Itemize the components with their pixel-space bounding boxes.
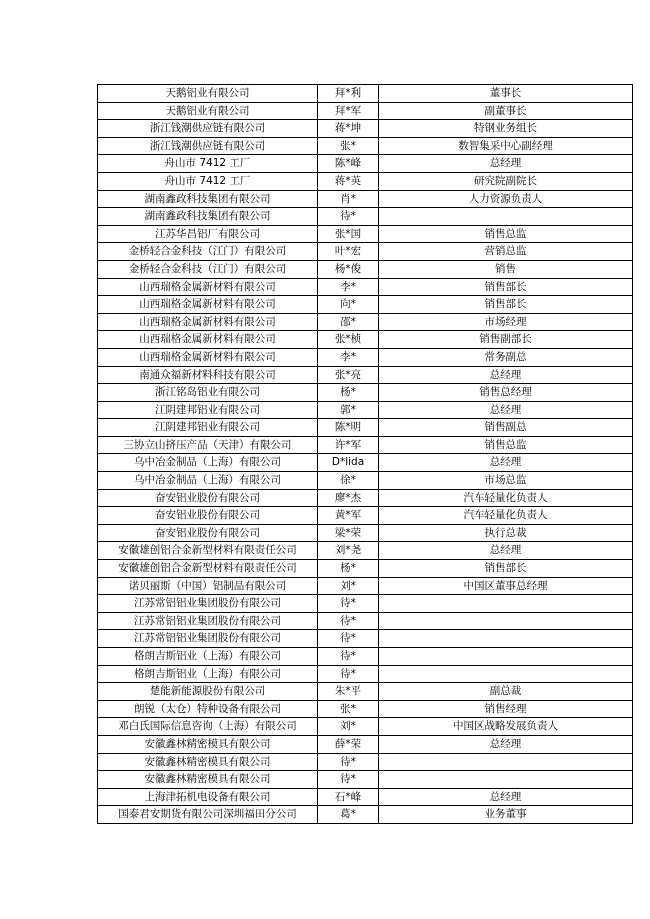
- cell-title: 销售部长: [379, 560, 633, 578]
- cell-company: 诺贝丽斯（中国）铝制品有限公司: [98, 577, 318, 595]
- table-row: [98, 700, 633, 718]
- cell-name: 李*: [318, 348, 379, 366]
- table-row: [98, 524, 633, 542]
- cell-title: 中国区战略发展负责人: [379, 718, 633, 736]
- cell-company: 天鹅铝业有限公司: [98, 85, 318, 103]
- cell-name: 拜*军: [318, 102, 379, 120]
- cell-name: 陈*峰: [318, 155, 379, 173]
- cell-name: 刘*: [318, 718, 379, 736]
- table-row: [98, 683, 633, 701]
- cell-title: [379, 665, 633, 683]
- cell-name: 许*军: [318, 436, 379, 454]
- table-row: [98, 665, 633, 683]
- cell-title: 销售部长: [379, 278, 633, 296]
- cell-title: 总经理: [379, 366, 633, 384]
- table-row: [98, 507, 633, 525]
- cell-company: 格朗吉斯铝业（上海）有限公司: [98, 648, 318, 666]
- table-row: [98, 648, 633, 666]
- cell-company: 南通众福新材料科技有限公司: [98, 366, 318, 384]
- cell-title: 执行总裁: [379, 524, 633, 542]
- cell-title: 市场经理: [379, 313, 633, 331]
- cell-title: 副总裁: [379, 683, 633, 701]
- cell-name: 待*: [318, 648, 379, 666]
- table-row: [98, 788, 633, 806]
- cell-title: [379, 630, 633, 648]
- cell-title: 总经理: [379, 735, 633, 753]
- table-row: [98, 120, 633, 138]
- cell-name: 朱*平: [318, 683, 379, 701]
- cell-company: 山西瑞格金属新材料有限公司: [98, 296, 318, 314]
- cell-company: 舟山市 7412 工厂: [98, 172, 318, 190]
- table-row: [98, 85, 633, 103]
- cell-company: 格朗吉斯铝业（上海）有限公司: [98, 665, 318, 683]
- cell-company: 安徽鑫林精密模具有限公司: [98, 753, 318, 771]
- cell-name: 郭*: [318, 401, 379, 419]
- cell-company: 湖南鑫政科技集团有限公司: [98, 208, 318, 226]
- cell-name: 蒋*英: [318, 172, 379, 190]
- cell-name: 张*亮: [318, 366, 379, 384]
- cell-name: 待*: [318, 612, 379, 630]
- cell-title: 研究院副院长: [379, 172, 633, 190]
- cell-name: 杨*: [318, 560, 379, 578]
- cell-title: 总经理: [379, 401, 633, 419]
- cell-company: 山西瑞格金属新材料有限公司: [98, 348, 318, 366]
- cell-company: 江苏常铝铝业集团股份有限公司: [98, 612, 318, 630]
- cell-name: 杨*: [318, 384, 379, 402]
- cell-title: [379, 595, 633, 613]
- cell-company: 乌中冶金制品（上海）有限公司: [98, 472, 318, 490]
- cell-company: 浙江钱潮供应链有限公司: [98, 120, 318, 138]
- table-row: [98, 718, 633, 736]
- cell-company: 江苏华昌铝厂有限公司: [98, 225, 318, 243]
- cell-company: 奋安铝业股份有限公司: [98, 507, 318, 525]
- table-row: [98, 542, 633, 560]
- table-row: [98, 278, 633, 296]
- cell-company: 乌中冶金制品（上海）有限公司: [98, 454, 318, 472]
- cell-name: 李*: [318, 278, 379, 296]
- cell-name: 张*: [318, 700, 379, 718]
- cell-name: 陈*明: [318, 419, 379, 437]
- table-row: [98, 260, 633, 278]
- cell-name: 黄*军: [318, 507, 379, 525]
- cell-company: 舟山市 7412 工厂: [98, 155, 318, 173]
- table-row: [98, 172, 633, 190]
- table-row: [98, 595, 633, 613]
- cell-title: 销售总经理: [379, 384, 633, 402]
- table-row: [98, 489, 633, 507]
- cell-company: 奋安铝业股份有限公司: [98, 524, 318, 542]
- cell-name: 待*: [318, 630, 379, 648]
- cell-title: 业务董事: [379, 806, 633, 824]
- cell-company: 江阴建邦铝业有限公司: [98, 419, 318, 437]
- cell-title: 销售总监: [379, 436, 633, 454]
- table-row: [98, 436, 633, 454]
- cell-company: 浙江钱潮供应链有限公司: [98, 137, 318, 155]
- attendee-table-body: [98, 85, 633, 824]
- cell-company: 天鹅铝业有限公司: [98, 102, 318, 120]
- table-row: [98, 313, 633, 331]
- cell-company: 国泰君安期货有限公司深圳福田分公司: [98, 806, 318, 824]
- table-row: [98, 577, 633, 595]
- table-row: [98, 137, 633, 155]
- cell-title: 市场总监: [379, 472, 633, 490]
- cell-name: 刘*: [318, 577, 379, 595]
- table-row: [98, 753, 633, 771]
- table-row: [98, 735, 633, 753]
- cell-name: 待*: [318, 665, 379, 683]
- cell-company: 朗锐（太仓）特种设备有限公司: [98, 700, 318, 718]
- cell-name: 肖*: [318, 190, 379, 208]
- cell-name: 廖*杰: [318, 489, 379, 507]
- cell-name: 葛*: [318, 806, 379, 824]
- cell-title: 常务副总: [379, 348, 633, 366]
- cell-name: 张*国: [318, 225, 379, 243]
- cell-name: D*lida: [318, 454, 379, 472]
- table-row: [98, 331, 633, 349]
- cell-title: 销售副总: [379, 419, 633, 437]
- table-row: [98, 454, 633, 472]
- cell-company: 安徽雄创铝合金新型材料有限责任公司: [98, 542, 318, 560]
- table-row: [98, 243, 633, 261]
- cell-title: 总经理: [379, 155, 633, 173]
- cell-name: 张*: [318, 137, 379, 155]
- cell-title: 销售部长: [379, 296, 633, 314]
- cell-title: 总经理: [379, 788, 633, 806]
- cell-title: 汽车轻量化负责人: [379, 507, 633, 525]
- cell-title: 销售: [379, 260, 633, 278]
- cell-company: 邓白氏国际信息咨询（上海）有限公司: [98, 718, 318, 736]
- cell-name: 拜*利: [318, 85, 379, 103]
- cell-name: 待*: [318, 208, 379, 226]
- cell-company: 江苏常铝铝业集团股份有限公司: [98, 630, 318, 648]
- cell-name: 蒋*坤: [318, 120, 379, 138]
- table-row: [98, 208, 633, 226]
- cell-title: 销售总监: [379, 225, 633, 243]
- table-row: [98, 612, 633, 630]
- cell-title: [379, 771, 633, 789]
- cell-company: 金桥轻合金科技（江门）有限公司: [98, 243, 318, 261]
- table-row: [98, 806, 633, 824]
- cell-company: 楚能新能源股份有限公司: [98, 683, 318, 701]
- cell-name: 梁*荣: [318, 524, 379, 542]
- cell-company: 浙江铭岛铝业有限公司: [98, 384, 318, 402]
- cell-title: 总经理: [379, 542, 633, 560]
- cell-name: 待*: [318, 753, 379, 771]
- cell-name: 叶*宏: [318, 243, 379, 261]
- cell-company: 三协立山挤压产品（天津）有限公司: [98, 436, 318, 454]
- table-row: [98, 472, 633, 490]
- table-row: [98, 225, 633, 243]
- cell-title: 人力资源负责人: [379, 190, 633, 208]
- cell-company: 江阴建邦铝业有限公司: [98, 401, 318, 419]
- table-row: [98, 419, 633, 437]
- cell-title: 数智集采中心副经理: [379, 137, 633, 155]
- cell-name: 待*: [318, 595, 379, 613]
- cell-company: 金桥轻合金科技（江门）有限公司: [98, 260, 318, 278]
- cell-company: 安徽鑫林精密模具有限公司: [98, 771, 318, 789]
- cell-name: 邵*: [318, 313, 379, 331]
- cell-name: 杨*俊: [318, 260, 379, 278]
- table-row: [98, 102, 633, 120]
- cell-title: 总经理: [379, 454, 633, 472]
- table-row: [98, 155, 633, 173]
- cell-company: 安徽鑫林精密模具有限公司: [98, 735, 318, 753]
- table-row: [98, 630, 633, 648]
- cell-company: 江苏常铝铝业集团股份有限公司: [98, 595, 318, 613]
- table-row: [98, 771, 633, 789]
- cell-title: 副董事长: [379, 102, 633, 120]
- table-row: [98, 560, 633, 578]
- cell-company: 湖南鑫政科技集团有限公司: [98, 190, 318, 208]
- cell-title: 汽车轻量化负责人: [379, 489, 633, 507]
- cell-title: 销售经理: [379, 700, 633, 718]
- cell-name: 待*: [318, 771, 379, 789]
- cell-company: 安徽雄创铝合金新型材料有限责任公司: [98, 560, 318, 578]
- attendee-table: [97, 84, 633, 824]
- cell-title: [379, 612, 633, 630]
- cell-title: [379, 753, 633, 771]
- table-row: [98, 296, 633, 314]
- cell-company: 山西瑞格金属新材料有限公司: [98, 331, 318, 349]
- table-row: [98, 348, 633, 366]
- table-row: [98, 384, 633, 402]
- cell-company: 上海津拓机电设备有限公司: [98, 788, 318, 806]
- table-row: [98, 366, 633, 384]
- cell-title: [379, 208, 633, 226]
- cell-company: 山西瑞格金属新材料有限公司: [98, 278, 318, 296]
- cell-name: 张*桢: [318, 331, 379, 349]
- cell-title: 营销总监: [379, 243, 633, 261]
- cell-name: 石*峰: [318, 788, 379, 806]
- cell-title: 董事长: [379, 85, 633, 103]
- cell-title: [379, 648, 633, 666]
- cell-title: 特钢业务组长: [379, 120, 633, 138]
- table-row: [98, 401, 633, 419]
- cell-company: 山西瑞格金属新材料有限公司: [98, 313, 318, 331]
- table-row: [98, 190, 633, 208]
- cell-name: 薛*荣: [318, 735, 379, 753]
- cell-name: 徐*: [318, 472, 379, 490]
- cell-title: 销售副部长: [379, 331, 633, 349]
- cell-name: 向*: [318, 296, 379, 314]
- cell-title: 中国区董事总经理: [379, 577, 633, 595]
- cell-company: 奋安铝业股份有限公司: [98, 489, 318, 507]
- cell-name: 刘*尧: [318, 542, 379, 560]
